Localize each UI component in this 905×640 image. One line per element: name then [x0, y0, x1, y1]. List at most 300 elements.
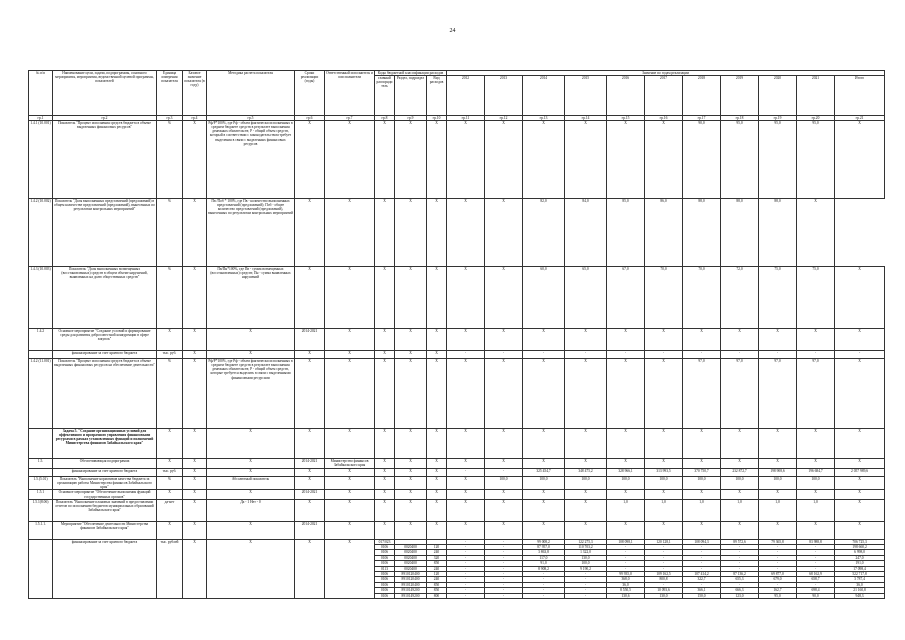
finance-total: 21 160,8	[835, 588, 885, 593]
finance-year-value: 109 162,5	[645, 572, 683, 577]
row-year-value: 100,0	[485, 477, 523, 490]
finance-kbk-grbs: 0106	[375, 577, 395, 582]
finance-kbk-section: 8910149200	[395, 593, 427, 598]
finance-year-value: -	[721, 566, 759, 571]
finance-kbk-section: 0020400	[395, 566, 427, 571]
header-years: Значение по годам реализации	[447, 71, 885, 76]
finance-year-value: 123,0	[721, 593, 759, 598]
row-kbk-type: X	[427, 477, 447, 490]
row-year-value: X	[607, 329, 645, 351]
finance-kbk-type: 120	[427, 572, 447, 577]
finance-kbk-grbs: 0113	[375, 566, 395, 571]
header-kbk-section: Раздел, подраздел	[395, 76, 427, 116]
finance-year-value: -	[721, 561, 759, 566]
row-year-value: X	[797, 429, 835, 459]
row-kbk-type: X	[427, 329, 447, 351]
row-period: 2014-2021	[295, 521, 325, 539]
finance-unit: тыс. рублей	[157, 539, 183, 598]
finance-year-value: -	[447, 539, 485, 544]
row-kbk-section: X	[395, 351, 427, 359]
finance-year-value: -	[485, 561, 523, 566]
row-year-value: X	[607, 459, 645, 469]
row-year-value: X	[683, 329, 721, 351]
finance-year-value: -	[683, 561, 721, 566]
row-year-value: 75,0	[797, 267, 835, 329]
row-kbk-type: X	[427, 469, 447, 477]
column-number-cell: гр.17	[683, 116, 721, 121]
row-year-value: X	[523, 429, 565, 459]
finance-period: X	[295, 539, 325, 598]
column-number-cell: гр.20	[797, 116, 835, 121]
row-year-value: 100,0	[645, 477, 683, 490]
finance-kbk-grbs: 0106	[375, 545, 395, 550]
row-year-value: 1,0	[683, 499, 721, 521]
row-kbk-section: X	[395, 329, 427, 351]
finance-year-value: -	[607, 550, 645, 555]
finance-year-value: 99 008,2	[523, 539, 565, 544]
header-year: 2019	[721, 76, 759, 116]
row-year-value: X	[645, 121, 683, 199]
header-year: 2020	[759, 76, 797, 116]
row-year-value: X	[683, 429, 721, 459]
row-year-value: X	[645, 459, 683, 469]
column-number-cell: гр.1	[29, 116, 53, 121]
row-year-value: -	[523, 351, 565, 359]
finance-year-value: -	[447, 550, 485, 555]
row-kbk-grbs: X	[375, 459, 395, 469]
row-number: 1.5.1(8.06)	[29, 499, 53, 521]
row-period: X	[295, 267, 325, 329]
row-name: Показатель "Доля выполненных представлений (предложений) в общем количестве представлений (предложений), вынесенных по результатам контрольных мероприятий"	[53, 199, 157, 267]
finance-method: X	[207, 539, 295, 598]
row-year-value: 97,0	[797, 359, 835, 429]
column-number-cell: гр.9	[395, 116, 427, 121]
row-kbk-type: X	[427, 499, 447, 521]
table-row	[29, 351, 885, 359]
row-number: 1.4.3 (10.003)	[29, 267, 53, 329]
row-year-value: -	[485, 469, 523, 477]
finance-year-value: -	[759, 582, 797, 587]
row-year-value: 328 966,1	[607, 469, 645, 477]
finance-total: 17 098,4	[835, 566, 885, 571]
finance-year-value: 68 162,9	[797, 572, 835, 577]
row-period: X	[295, 469, 325, 477]
row-year-value: X	[721, 490, 759, 499]
table-row	[29, 359, 885, 429]
row-unit: %	[157, 121, 183, 199]
finance-year-value: 8 908,2	[523, 566, 565, 571]
finance-kbk-type: 850	[427, 582, 447, 587]
column-number-cell: гр.18	[721, 116, 759, 121]
row-year-value: 95,0	[721, 121, 759, 199]
row-unit: X	[157, 490, 183, 499]
finance-year-value: -	[721, 582, 759, 587]
row-kbk-type: X	[427, 351, 447, 359]
row-executor: Министерство финансов Забайкальского края	[325, 459, 375, 469]
finance-year-value: -	[797, 550, 835, 555]
finance-year-value: 110 703,2	[565, 545, 607, 550]
row-number	[29, 351, 53, 359]
row-kbk-grbs: X	[375, 521, 395, 539]
row-year-value: 70,0	[683, 267, 721, 329]
finance-year-value: -	[721, 555, 759, 560]
finance-name: финансирование за счет краевого бюджета	[53, 539, 157, 598]
finance-year-value: -	[759, 550, 797, 555]
column-number-cell: гр.21	[835, 116, 885, 121]
row-year-value: X	[797, 329, 835, 351]
finance-year-value: 162,7	[759, 588, 797, 593]
row-year-value: 313 993,5	[645, 469, 683, 477]
header-base: Базовое значение показателя (в году)	[183, 71, 207, 116]
header-kbk-grbs: главный распорядитель	[375, 76, 395, 116]
row-base: X	[183, 477, 207, 490]
finance-year-value: -	[607, 561, 645, 566]
finance-year-value: 679,0	[759, 577, 797, 582]
row-year-value: X	[447, 459, 485, 469]
finance-kbk-type: 320	[427, 555, 447, 560]
row-year-value: X	[607, 490, 645, 499]
finance-year-value: -	[565, 588, 607, 593]
finance-year-value: -	[797, 555, 835, 560]
row-executor: X	[325, 499, 375, 521]
row-year-value: 100,0	[523, 477, 565, 490]
column-number-cell: гр.8	[375, 116, 395, 121]
finance-kbk-section: 0020400	[395, 545, 427, 550]
row-period: 2014-2021	[295, 490, 325, 499]
finance-year-value: -	[645, 550, 683, 555]
row-year-value: 1,0	[607, 499, 645, 521]
finance-kbk-grbs: 0106	[375, 561, 395, 566]
row-executor: X	[325, 490, 375, 499]
page-number: 24	[449, 28, 456, 34]
finance-year-value: -	[447, 577, 485, 582]
finance-year-value: 117,0	[523, 555, 565, 560]
row-number: 1.5.	[29, 459, 53, 469]
finance-year-value: 1 322,0	[565, 550, 607, 555]
row-unit: X	[157, 459, 183, 469]
finance-year-value: -	[759, 545, 797, 550]
header-kbk-type: Вид расходов	[427, 76, 447, 116]
finance-year-value: -	[565, 577, 607, 582]
finance-year-value: -	[683, 555, 721, 560]
row-year-value: 100,0	[565, 477, 607, 490]
column-number-cell: гр.6	[295, 116, 325, 121]
row-year-value: X	[485, 359, 523, 429]
row-year-value: X	[447, 359, 485, 429]
finance-kbk-section: 0020400	[395, 550, 427, 555]
row-year-value: 84,0	[565, 199, 607, 267]
row-year-value: X	[565, 490, 607, 499]
row-year-value: -	[645, 351, 683, 359]
header-total: Итого	[835, 76, 885, 116]
row-kbk-grbs: X	[375, 499, 395, 521]
row-year-value: X	[721, 521, 759, 539]
row-year-value: X	[523, 121, 565, 199]
row-year-value: X	[447, 121, 485, 199]
header-year: 2016	[607, 76, 645, 116]
row-base: X	[183, 469, 207, 477]
table-header	[29, 71, 885, 121]
row-unit: X	[157, 521, 183, 539]
finance-year-value: 658,7	[797, 577, 835, 582]
finance-year-value: -	[759, 555, 797, 560]
column-number-cell: гр.7	[325, 116, 375, 121]
column-number-cell: гр.12	[485, 116, 523, 121]
row-period: X	[295, 499, 325, 521]
row-year-value: 65,0	[565, 267, 607, 329]
row-year-value: 86,0	[645, 199, 683, 267]
row-year-value: X	[485, 199, 523, 267]
row-year-value: X	[607, 521, 645, 539]
column-number-cell: гр.14	[565, 116, 607, 121]
row-year-value: 70,0	[645, 267, 683, 329]
row-year-value: X	[485, 521, 523, 539]
finance-year-value: -	[759, 566, 797, 571]
row-total: X	[835, 490, 885, 499]
finance-year-value: -	[523, 577, 565, 582]
row-year-value: -	[797, 351, 835, 359]
row-year-value: 100,0	[797, 477, 835, 490]
row-year-value: X	[485, 429, 523, 459]
row-method: X	[207, 469, 295, 477]
finance-year-value: -	[683, 550, 721, 555]
row-kbk-grbs: X	[375, 199, 395, 267]
finance-year-value: -	[645, 561, 683, 566]
row-year-value: 100,0	[721, 477, 759, 490]
finance-kbk-grbs: 0106	[375, 588, 395, 593]
finance-year-value: 87 957,0	[523, 545, 565, 550]
row-year-value: 60,0	[523, 267, 565, 329]
row-year-value: X	[645, 359, 683, 429]
header-year: 2013	[485, 76, 523, 116]
row-kbk-grbs: X	[375, 490, 395, 499]
row-year-value: X	[645, 329, 683, 351]
row-period: X	[295, 359, 325, 429]
row-kbk-type: X	[427, 199, 447, 267]
finance-kbk-grbs: 0106	[375, 582, 395, 587]
row-name: Задача 5. "Создание организационных условий для эффективного и прозрачного управления финансовыми ресурсами в рамках установленных функций и полномочий Министерства финансов Забайкальского края"	[53, 429, 157, 459]
finance-year-value: -	[447, 572, 485, 577]
column-number-cell: гр.19	[759, 116, 797, 121]
row-kbk-type: X	[427, 267, 447, 329]
row-year-value: X	[759, 490, 797, 499]
row-year-value: X	[447, 267, 485, 329]
header-year: 2015	[565, 76, 607, 116]
row-year-value: X	[683, 459, 721, 469]
row-year-value: 1,0	[759, 499, 797, 521]
finance-kbk-type: 800	[427, 593, 447, 598]
row-period: 2014-2021	[295, 459, 325, 469]
row-base: X	[183, 351, 207, 359]
row-period: X	[295, 477, 325, 490]
finance-kbk-type: 240	[427, 550, 447, 555]
finance-year-value: -	[797, 561, 835, 566]
row-kbk-section: X	[395, 267, 427, 329]
finance-year-value: 90,0	[797, 593, 835, 598]
row-kbk-type: X	[427, 429, 447, 459]
column-number-cell: гр.11	[447, 116, 485, 121]
row-year-value: X	[759, 329, 797, 351]
finance-year-value: -	[721, 550, 759, 555]
finance-kbk-section: 8910120400	[395, 582, 427, 587]
finance-year-value: 800,8	[645, 577, 683, 582]
table-row	[29, 267, 885, 329]
row-base: X	[183, 329, 207, 351]
finance-year-value: 698,4	[797, 588, 835, 593]
row-year-value: 82,0	[523, 199, 565, 267]
row-name: Обеспечивающая подпрограмма	[53, 459, 157, 469]
finance-year-value: -	[565, 593, 607, 598]
finance-total: 198 660,2	[835, 545, 885, 550]
row-year-value: 1,0	[797, 499, 835, 521]
row-year-value: X	[565, 359, 607, 429]
finance-year-value: -	[797, 545, 835, 550]
row-method: X	[207, 459, 295, 469]
row-unit: тыс. руб.	[157, 351, 183, 359]
finance-year-value: 3 863,8	[523, 550, 565, 555]
row-number: 1.5.1.1.	[29, 521, 53, 539]
row-year-value: X	[683, 490, 721, 499]
table-row	[29, 521, 885, 539]
row-kbk-type: X	[427, 121, 447, 199]
finance-year-value: 79 365,8	[759, 539, 797, 544]
row-year-value: X	[447, 521, 485, 539]
row-year-value: 1,0	[721, 499, 759, 521]
header-year: 2021	[797, 76, 835, 116]
header-period: Сроки реализации (годы)	[295, 71, 325, 116]
row-year-value: 100,0	[607, 477, 645, 490]
finance-year-value: -	[607, 566, 645, 571]
finance-year-value: -	[447, 582, 485, 587]
row-executor: X	[325, 469, 375, 477]
row-base: X	[183, 499, 207, 521]
finance-year-value: 655,3	[721, 577, 759, 582]
row-year-value: 100,0	[683, 477, 721, 490]
row-year-value: X	[797, 490, 835, 499]
row-year-value: X	[607, 121, 645, 199]
finance-year-value: -	[645, 566, 683, 571]
row-year-value: X	[759, 521, 797, 539]
table-row	[29, 477, 885, 490]
table-row	[29, 469, 885, 477]
finance-kbk-section: 8910149200	[395, 588, 427, 593]
row-kbk-grbs: X	[375, 351, 395, 359]
finance-kbk-section: 8910120400	[395, 572, 427, 577]
row-year-value: X	[797, 459, 835, 469]
finance-year-value: -	[523, 593, 565, 598]
row-name: Мероприятие "Обеспечение деятельности Министерства финансов Забайкальского края"	[53, 521, 157, 539]
row-year-value: X	[565, 121, 607, 199]
header-year: 2014	[523, 76, 565, 116]
finance-year-value: -	[485, 588, 523, 593]
row-executor: X	[325, 521, 375, 539]
table-body	[29, 121, 885, 599]
finance-year-value: -	[485, 572, 523, 577]
finance-year-value: 89 572,6	[721, 539, 759, 544]
row-kbk-section: X	[395, 121, 427, 199]
finance-year-value: 99 935,0	[607, 572, 645, 577]
column-number-cell: гр.13	[523, 116, 565, 121]
finance-year-value: -	[645, 545, 683, 550]
row-method: X	[207, 429, 295, 459]
finance-year-value: -	[721, 545, 759, 550]
row-year-value: -	[721, 351, 759, 359]
row-kbk-grbs: X	[375, 267, 395, 329]
row-method: X	[207, 521, 295, 539]
table-row	[29, 329, 885, 351]
row-year-value: 88,0	[683, 199, 721, 267]
finance-year-value: -	[645, 582, 683, 587]
column-number-cell: гр.5	[207, 116, 295, 121]
finance-total: 36,0	[835, 582, 885, 587]
finance-year-value: -	[683, 582, 721, 587]
finance-total: 191,0	[835, 561, 885, 566]
finance-kbk-grbs: 0106	[375, 550, 395, 555]
finance-year-value: 130,6	[607, 593, 645, 598]
row-year-value: X	[523, 459, 565, 469]
row-kbk-type: X	[427, 490, 447, 499]
row-year-value: -	[683, 351, 721, 359]
row-year-value: X	[447, 490, 485, 499]
finance-total: 948,3	[835, 593, 885, 598]
row-number: 1.4.1 (10.001)	[29, 121, 53, 199]
finance-kbk-type: 240	[427, 566, 447, 571]
row-year-value: X	[759, 459, 797, 469]
header-year: 2012	[447, 76, 485, 116]
finance-year-value: 10 093,6	[645, 588, 683, 593]
row-year-value: X	[565, 329, 607, 351]
finance-kbk-section: 0020400	[395, 555, 427, 560]
row-kbk-type: X	[427, 459, 447, 469]
row-year-value: X	[607, 359, 645, 429]
row-kbk-section: X	[395, 199, 427, 267]
row-kbk-grbs: X	[375, 469, 395, 477]
row-base: X	[183, 359, 207, 429]
finance-year-value: 95,0	[759, 593, 797, 598]
finance-year-value: 91,0	[523, 561, 565, 566]
row-number: 1.5.1	[29, 490, 53, 499]
row-kbk-section: X	[395, 359, 427, 429]
row-kbk-section: X	[395, 499, 427, 521]
finance-year-value: -	[523, 588, 565, 593]
column-number-cell: гр.2	[53, 116, 157, 121]
column-number-cell: гр.4	[183, 116, 207, 121]
finance-year-value: 368,0	[607, 577, 645, 582]
table-row	[29, 199, 885, 267]
row-unit: X	[157, 329, 183, 351]
row-period: X	[295, 429, 325, 459]
row-unit: %	[157, 477, 183, 490]
row-year-value: X	[645, 521, 683, 539]
row-year-value: 95,0	[797, 121, 835, 199]
row-year-value: 75,0	[759, 267, 797, 329]
row-year-value: 325 454,7	[523, 469, 565, 477]
row-kbk-grbs: X	[375, 329, 395, 351]
row-total: X	[835, 477, 885, 490]
row-year-value: X	[607, 429, 645, 459]
row-year-value: X	[645, 429, 683, 459]
finance-year-value: -	[645, 555, 683, 560]
row-executor: X	[325, 359, 375, 429]
row-method: Да - 1 Нет - 0	[207, 499, 295, 521]
row-year-value: X	[721, 459, 759, 469]
row-method: X	[207, 490, 295, 499]
row-period: 2014-2021	[295, 329, 325, 351]
row-year-value: 97,0	[759, 359, 797, 429]
row-kbk-type: X	[427, 359, 447, 429]
column-number-cell: гр.3	[157, 116, 183, 121]
table-row	[29, 459, 885, 469]
